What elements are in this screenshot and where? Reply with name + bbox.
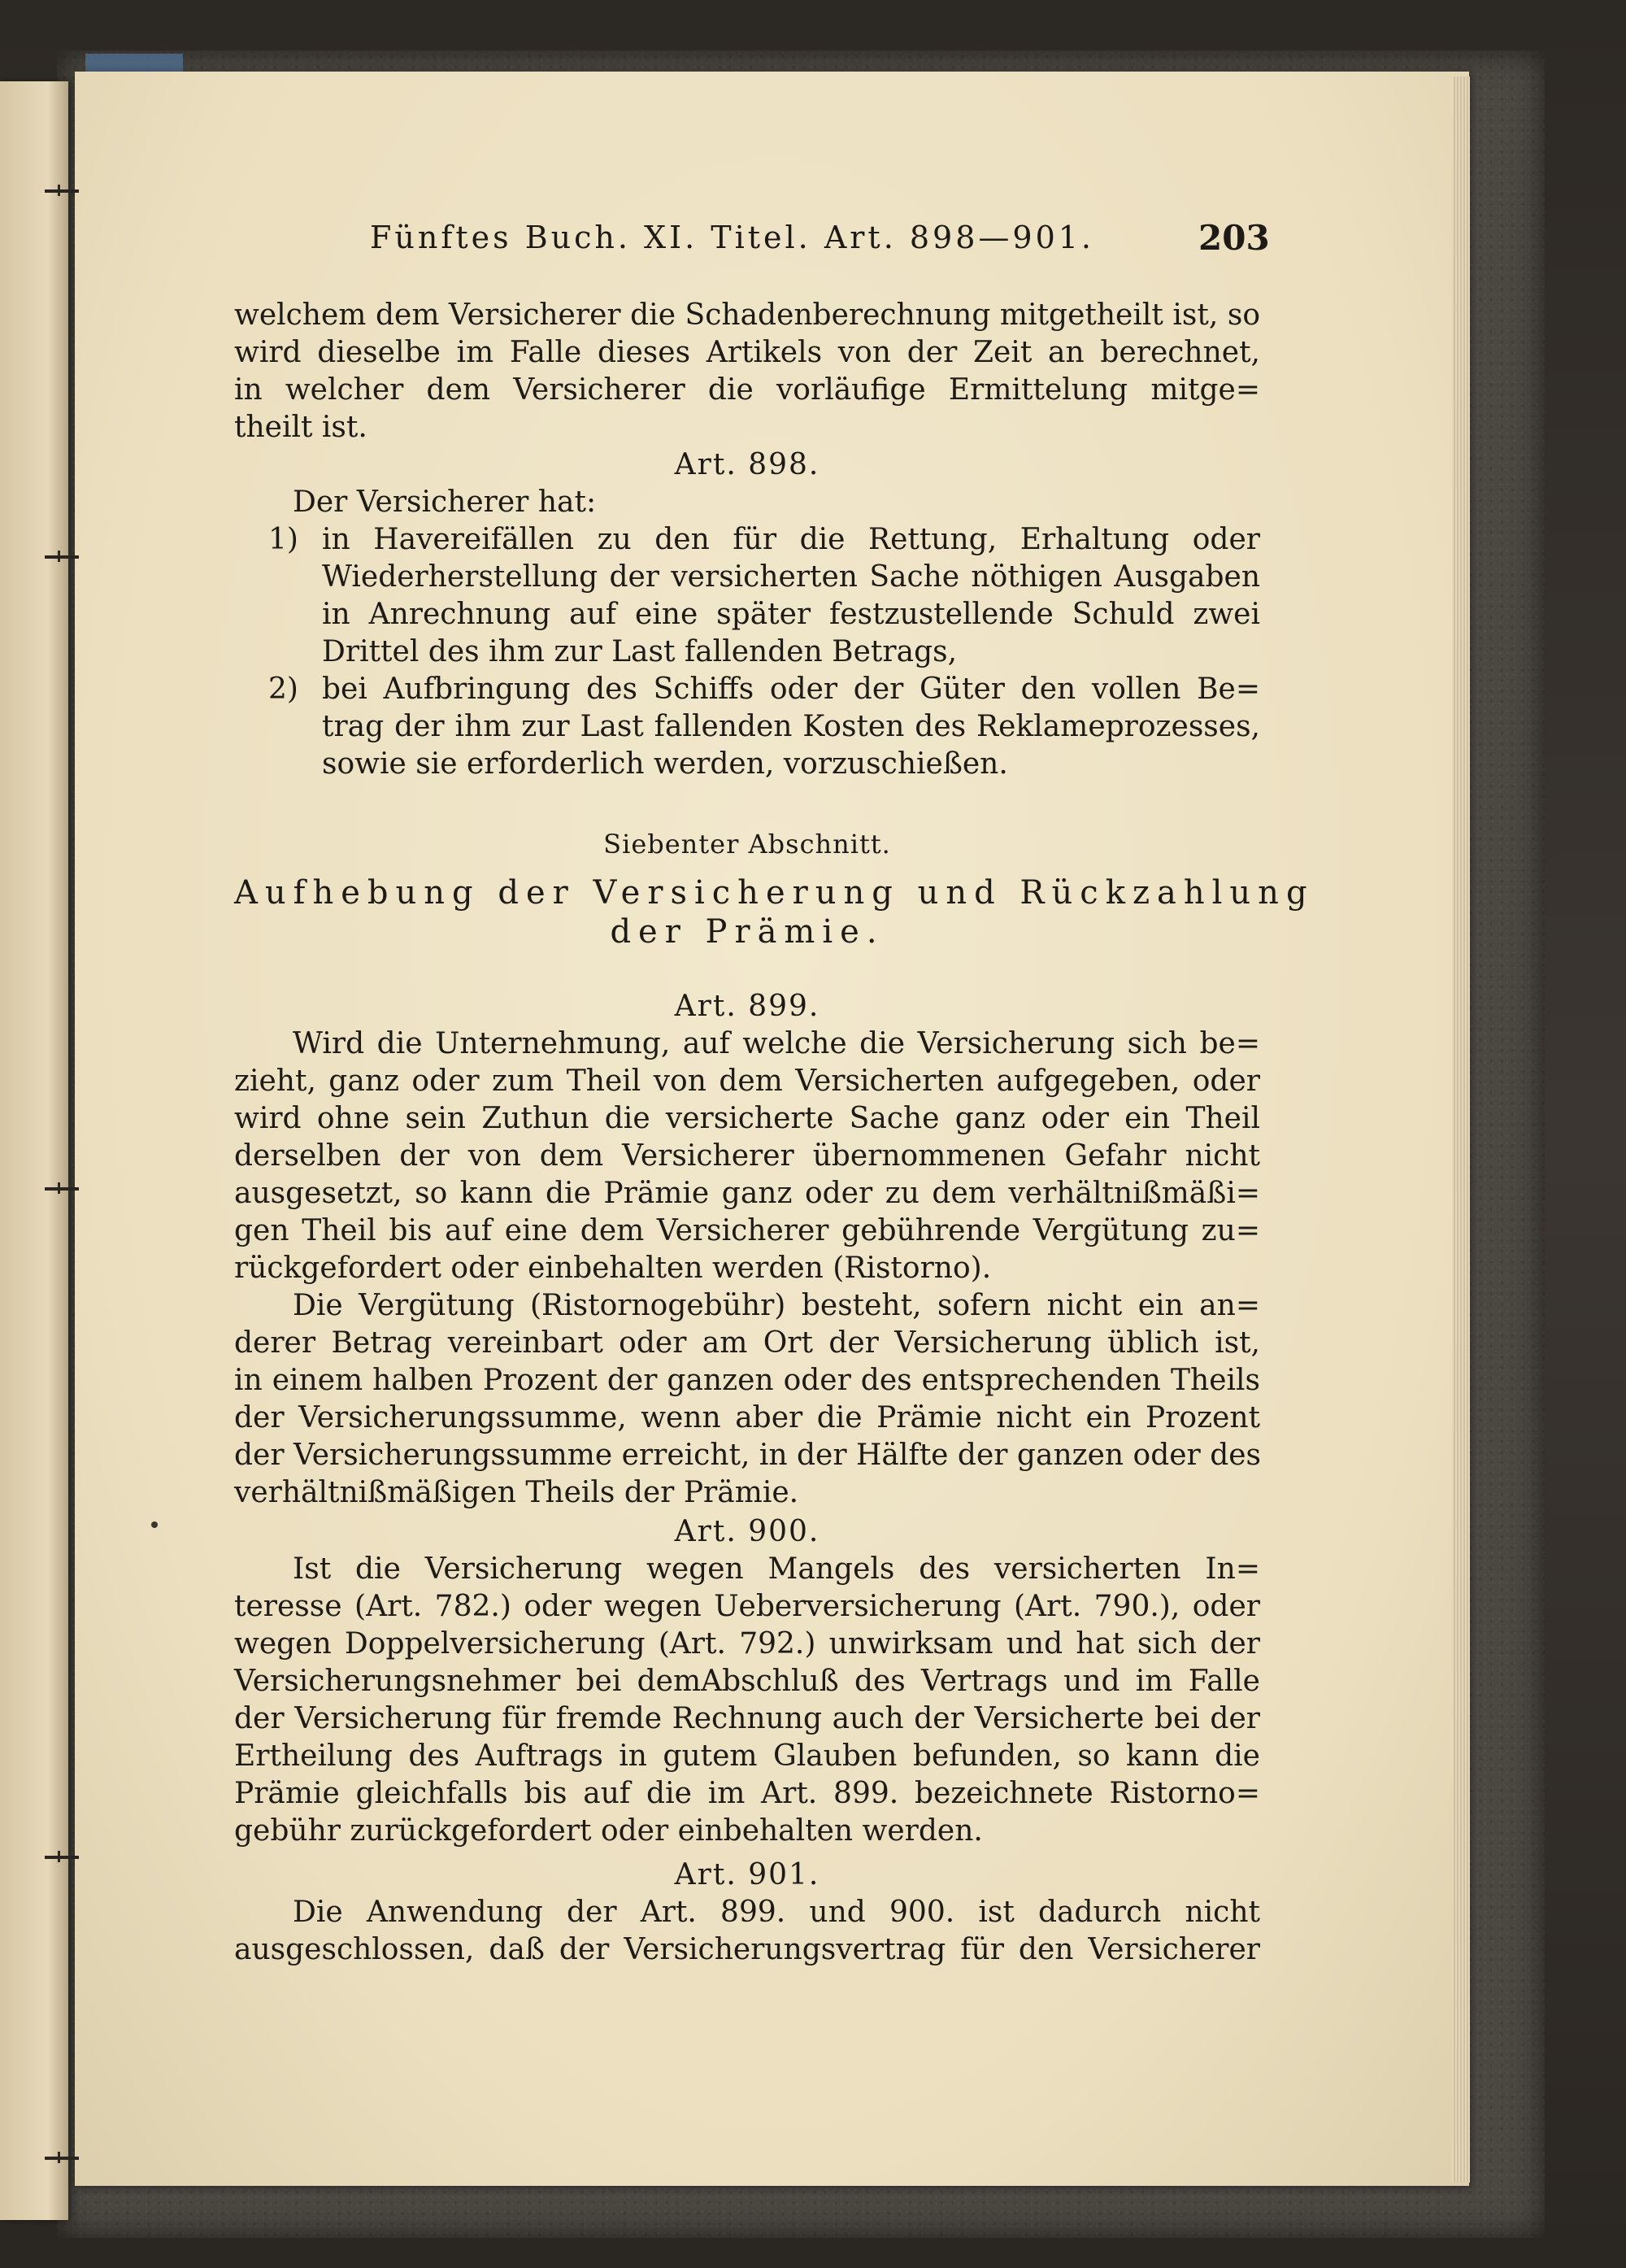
- text-line: bei Aufbringung des Schiffs oder der Güter den vollen Be=: [322, 673, 1260, 706]
- text-line: wird ohne sein Zuthun die versicherte Sache ganz oder ein Theil: [234, 1102, 1260, 1135]
- article-heading-898: Art. 898.: [674, 448, 820, 481]
- text-line: der Versicherungssumme erreicht, in der Hälfte der ganzen oder des: [234, 1439, 1262, 1472]
- list-number: 1): [268, 523, 298, 556]
- text-line: in Havereifällen zu den für die Rettung, Erhaltung oder: [322, 523, 1260, 556]
- text-line: ausgesetzt, so kann die Prämie ganz oder zu dem verhältnißmäßi=: [234, 1177, 1260, 1210]
- text-line: Die Vergütung (Ristornogebühr) besteht, sofern nicht ein an=: [293, 1289, 1260, 1322]
- text-line: wegen Doppelversicherung (Art. 792.) unwirksam und hat sich der: [234, 1627, 1260, 1661]
- text-line: Der Versicherer hat:: [293, 485, 597, 519]
- text-line: Drittel des ihm zur Last fallenden Betrags,: [322, 635, 958, 668]
- text-line: Wird die Unternehmung, auf welche die Versicherung sich be=: [293, 1027, 1260, 1060]
- text-line: theilt ist.: [234, 411, 367, 444]
- text-line: derer Betrag vereinbart oder am Ort der Versicherung üblich ist,: [234, 1326, 1260, 1360]
- list-number: 2): [268, 673, 298, 706]
- article-heading-901: Art. 901.: [674, 1858, 820, 1891]
- text-line: Ertheilung des Auftrags in gutem Glauben befunden, so kann die: [234, 1739, 1260, 1773]
- text-line: Versicherungsnehmer bei demAbschluß des Vertrags und im Falle: [234, 1665, 1260, 1698]
- text-line: gen Theil bis auf eine dem Versicherer gebührende Vergütung zu=: [234, 1214, 1260, 1247]
- article-heading-899: Art. 899.: [674, 990, 820, 1023]
- text-line: teresse (Art. 782.) oder wegen Ueberversicherung (Art. 790.), oder: [234, 1590, 1260, 1623]
- text-line: ausgeschlossen, daß der Versicherungsvertrag für den Versicherer: [234, 1933, 1260, 1966]
- section-title: Aufhebung der Versicherung und Rückzahlung: [234, 874, 1315, 912]
- text-line: Prämie gleichfalls bis auf die im Art. 899. bezeichnete Ristorno=: [234, 1777, 1260, 1810]
- text-line: derselben der von dem Versicherer übernommenen Gefahr nicht: [234, 1139, 1260, 1173]
- running-title: Fünftes Buch. XI. Titel. Art. 898—901.: [370, 220, 1094, 255]
- text-line: verhältnißmäßigen Theils der Prämie.: [234, 1476, 799, 1509]
- text-line: welchem dem Versicherer die Schadenberechnung mitgetheilt ist, so: [234, 298, 1260, 332]
- text-line: der Versicherungssumme, wenn aber die Prämie nicht ein Prozent: [234, 1401, 1260, 1434]
- text-line: in einem halben Prozent der ganzen oder des entsprechenden Theils: [234, 1364, 1260, 1397]
- text-line: gebühr zurückgefordert oder einbehalten werden.: [234, 1814, 983, 1848]
- text-line: der Versicherung für fremde Rechnung auch der Versicherte bei der: [234, 1702, 1260, 1735]
- section-label: Siebenter Abschnitt.: [603, 829, 891, 860]
- text-line: in Anrechnung auf eine später festzustellende Schuld zwei: [322, 598, 1260, 631]
- text-line: wird dieselbe im Falle dieses Artikels von der Zeit an berechnet,: [234, 336, 1260, 369]
- text-line: Ist die Versicherung wegen Mangels des versicherten In=: [293, 1552, 1260, 1586]
- text-line: Wiederherstellung der versicherten Sache nöthigen Ausgaben: [322, 560, 1260, 594]
- text-line: trag der ihm zur Last fallenden Kosten des Reklameprozesses,: [322, 710, 1260, 743]
- text-line: zieht, ganz oder zum Theil von dem Versicherten aufgegeben, oder: [234, 1064, 1260, 1098]
- article-heading-900: Art. 900.: [674, 1515, 820, 1548]
- text-line: sowie sie erforderlich werden, vorzuschießen.: [322, 747, 1008, 781]
- text-line: in welcher dem Versicherer die vorläufige Ermittelung mitge=: [234, 373, 1260, 407]
- text-line: rückgefordert oder einbehalten werden (Ristorno).: [234, 1252, 992, 1285]
- section-title: der Prämie.: [610, 913, 885, 951]
- page-number: 203: [1198, 218, 1270, 258]
- text-line: Die Anwendung der Art. 899. und 900. ist dadurch nicht: [293, 1896, 1260, 1929]
